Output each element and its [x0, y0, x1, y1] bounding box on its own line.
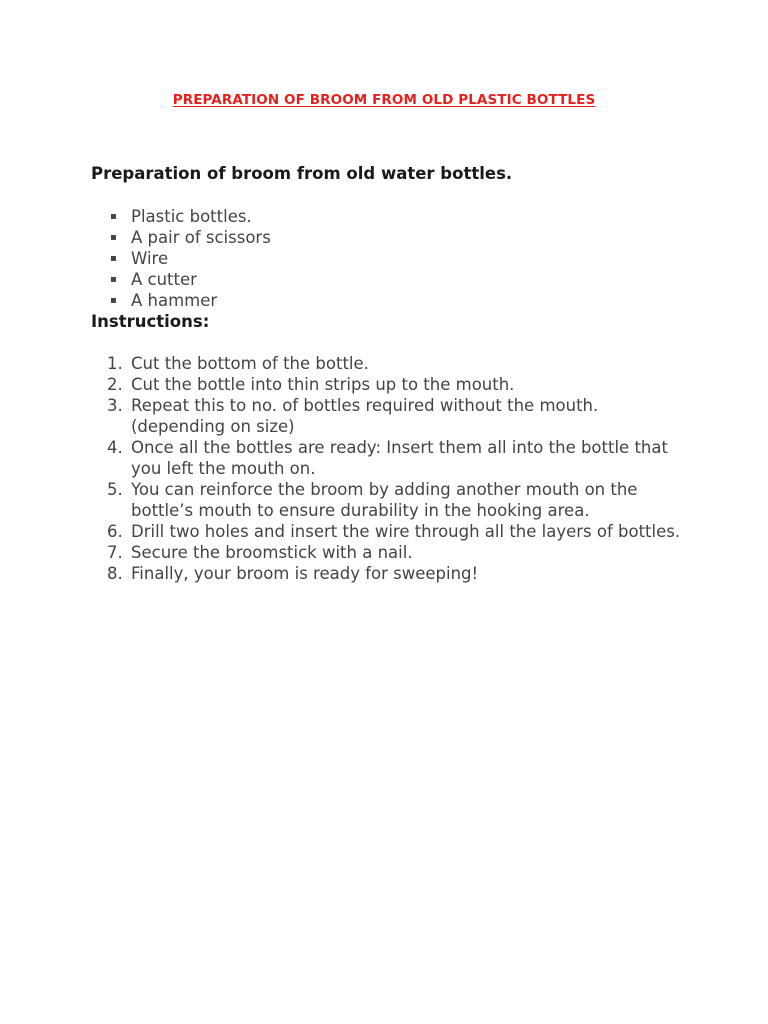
- list-item: [91, 248, 271, 269]
- bullet-icon: ▪: [110, 232, 117, 243]
- step-text: Secure the broomstick with a nail.: [131, 543, 413, 562]
- list-item-text: A hammer: [131, 291, 218, 310]
- list-item-text: Plastic bottles.: [131, 207, 252, 226]
- step-text: You can reinforce the broom by adding another mouth on the bottle’s mouth to ensure durability in the hooking area.: [131, 480, 638, 520]
- step-number: 3.: [107, 396, 123, 415]
- step-text: Cut the bottom of the bottle.: [131, 354, 369, 373]
- instructions-heading: Instructions:: [91, 312, 210, 331]
- step-text: Finally, your broom is ready for sweeping!: [131, 564, 479, 583]
- document-title: PREPARATION OF BROOM FROM OLD PLASTIC BOTTLES: [172, 92, 596, 108]
- list-item: [91, 290, 271, 311]
- step-number: 5.: [107, 480, 123, 499]
- list-item-text: A cutter: [131, 270, 197, 289]
- bullet-icon: ▪: [110, 211, 117, 222]
- step-text: Cut the bottle into thin strips up to the mouth.: [131, 375, 515, 394]
- step-number: 8.: [107, 564, 123, 583]
- bullet-icon: ▪: [110, 253, 117, 264]
- step-text: Repeat this to no. of bottles required without the mouth. (depending on size): [131, 396, 599, 436]
- materials-list: [91, 206, 271, 311]
- instructions-list: [91, 353, 691, 584]
- step-number: 4.: [107, 438, 123, 457]
- bullet-icon: ▪: [110, 295, 117, 306]
- list-item: [91, 206, 271, 227]
- step-item: [91, 521, 691, 542]
- bullet-icon: ▪: [110, 274, 117, 285]
- list-item: [91, 227, 271, 248]
- step-item: [91, 353, 691, 374]
- step-item: [91, 563, 691, 584]
- step-item: [91, 374, 691, 395]
- step-number: 7.: [107, 543, 123, 562]
- step-item: [91, 542, 691, 563]
- step-number: 6.: [107, 522, 123, 541]
- intro-heading: Preparation of broom from old water bottles.: [91, 164, 513, 183]
- step-item: [91, 437, 691, 479]
- step-text: Once all the bottles are ready: Insert them all into the bottle that you left the mouth on.: [131, 438, 668, 478]
- step-number: 1.: [107, 354, 123, 373]
- step-item: [91, 395, 691, 437]
- list-item: [91, 269, 271, 290]
- step-text: Drill two holes and insert the wire through all the layers of bottles.: [131, 522, 681, 541]
- step-item: [91, 479, 691, 521]
- step-number: 2.: [107, 375, 123, 394]
- list-item-text: Wire: [131, 249, 169, 268]
- list-item-text: A pair of scissors: [131, 228, 271, 247]
